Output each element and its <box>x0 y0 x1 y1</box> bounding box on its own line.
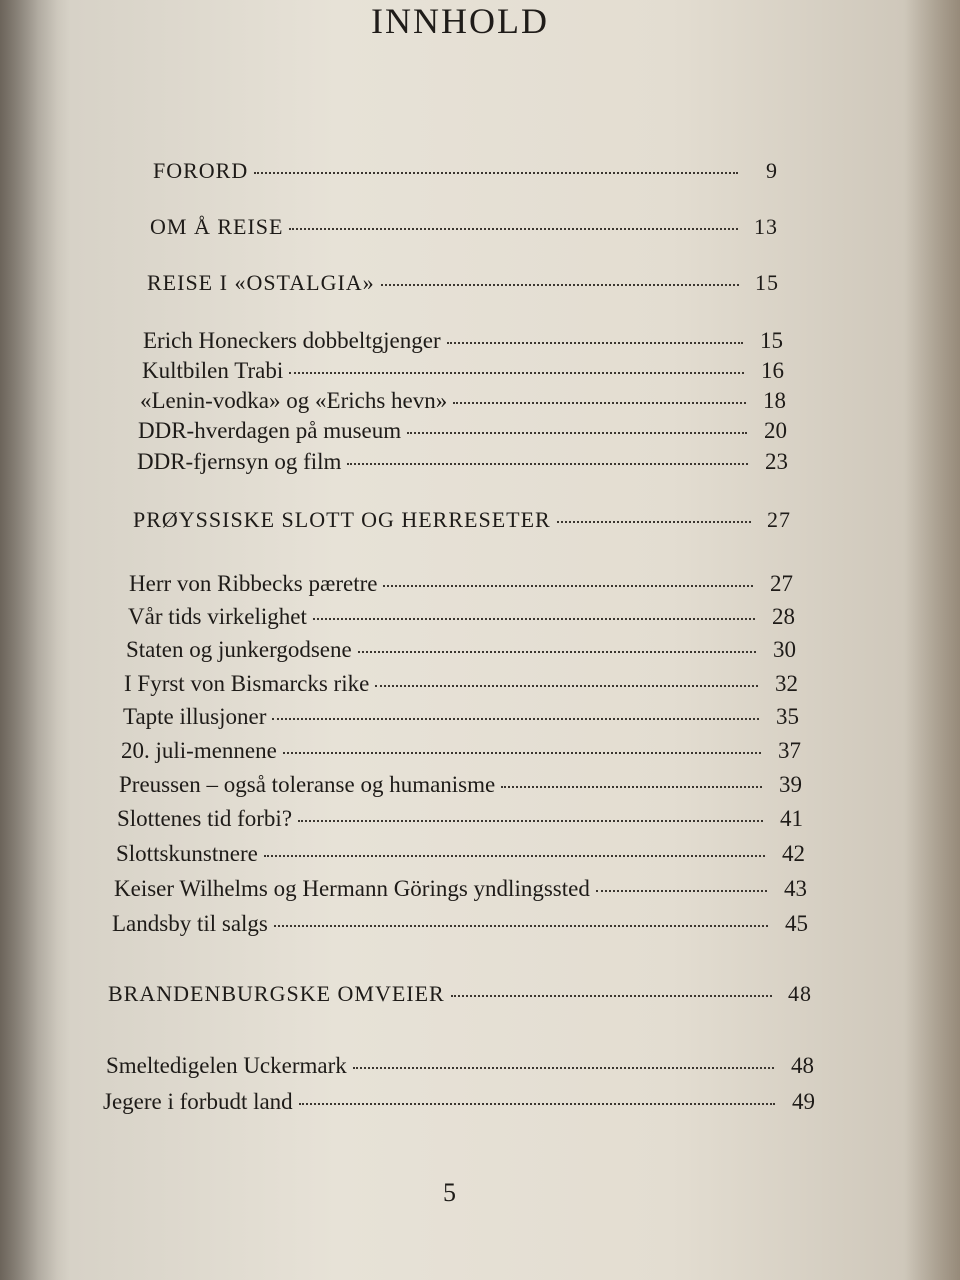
toc-entry-label: Staten og junkergodsene <box>126 637 352 662</box>
toc-entry-ddr-hverdagen <box>138 418 787 444</box>
toc-entry-page: 30 <box>773 637 796 662</box>
toc-entry-label: Slottenes tid forbi? <box>117 806 293 831</box>
toc-entry-label: Landsby til salgs <box>112 911 268 936</box>
leader-dots <box>453 402 746 404</box>
toc-entry-page: 15 <box>755 270 779 295</box>
toc-entry-ddr-fjernsyn <box>137 449 788 475</box>
leader-dots <box>381 284 739 286</box>
toc-entry-preussen <box>119 772 802 798</box>
leader-dots <box>274 925 768 927</box>
toc-entry-page: 23 <box>765 449 788 474</box>
toc-entry-page: 35 <box>776 704 799 729</box>
leader-dots <box>289 372 744 374</box>
toc-entry-label: 20. juli-mennene <box>121 738 277 763</box>
leader-dots <box>313 618 755 620</box>
toc-entry-label: Keiser Wilhelms og Hermann Görings yndlingssted <box>114 876 590 901</box>
toc-entry-page: 15 <box>760 328 783 353</box>
toc-entry-label: Smeltedigelen Uckermark <box>106 1053 347 1078</box>
toc-entry-bismarck <box>124 671 798 697</box>
toc-entry-page: 18 <box>763 388 786 413</box>
toc-entry-page: 49 <box>792 1089 815 1114</box>
toc-entry-label: PRØYSSISKE SLOTT OG HERRESETER <box>133 507 551 532</box>
toc-entry-page: 48 <box>788 981 812 1006</box>
toc-entry-label: «Lenin-vodka» og «Erichs hevn» <box>140 388 448 413</box>
toc-entry-om-a-reise <box>150 214 778 240</box>
toc-entry-label: Erich Honeckers dobbeltgjenger <box>143 328 441 353</box>
toc-entry-ribbeck <box>129 571 793 597</box>
toc-entry-page: 37 <box>778 738 801 763</box>
toc-entry-staten <box>126 637 796 663</box>
toc-entry-label: Herr von Ribbecks pæretre <box>129 571 378 596</box>
toc-entry-slottenes-tid <box>117 806 803 832</box>
leader-dots <box>347 463 748 465</box>
toc-entry-label: DDR-fjernsyn og film <box>137 449 342 474</box>
toc-entry-page: 41 <box>780 806 803 831</box>
leader-dots <box>447 342 743 344</box>
toc-entry-reise-i-ostalgia <box>147 270 779 296</box>
toc-entry-brandenburgske <box>108 981 812 1007</box>
toc-entry-label: DDR-hverdagen på museum <box>138 418 402 443</box>
toc-entry-slottskunstnere <box>116 841 805 867</box>
page-number: 5 <box>443 1178 456 1207</box>
toc-entry-20-juli <box>121 738 801 764</box>
toc-entry-keiser-wilhelm <box>114 876 807 902</box>
toc-entry-label: FORORD <box>153 158 249 183</box>
toc-entry-label: Vår tids virkelighet <box>128 604 307 629</box>
toc-entry-tapte-illusjoner <box>123 704 799 730</box>
toc-entry-label: Preussen – også toleranse og humanisme <box>119 772 496 797</box>
toc-entry-page: 27 <box>770 571 793 596</box>
leader-dots <box>283 752 761 754</box>
toc-entry-var-tids <box>128 604 795 630</box>
leader-dots <box>358 651 756 653</box>
toc-entry-page: 42 <box>782 841 805 866</box>
toc-entry-page: 45 <box>785 911 808 936</box>
toc-entry-proyssiske-slott <box>133 507 791 533</box>
leader-dots <box>375 685 758 687</box>
toc-entry-page: 27 <box>767 507 791 532</box>
toc-entry-label: BRANDENBURGSKE OMVEIER <box>108 981 445 1006</box>
toc-entry-label: Slottskunstnere <box>116 841 258 866</box>
toc-entry-label: OM Å REISE <box>150 214 284 239</box>
toc-entry-trabi <box>142 358 784 384</box>
leader-dots <box>353 1067 774 1069</box>
leader-dots <box>272 718 759 720</box>
leader-dots <box>596 890 767 892</box>
toc-entry-label: Kultbilen Trabi <box>142 358 284 383</box>
toc-entry-label: REISE I «OSTALGIA» <box>147 270 375 295</box>
leader-dots <box>407 432 747 434</box>
leader-dots <box>298 820 763 822</box>
toc-entry-label: Jegere i forbudt land <box>103 1089 293 1114</box>
leader-dots <box>383 585 753 587</box>
toc-entry-page: 16 <box>761 358 784 383</box>
toc-entry-landsby <box>112 911 808 937</box>
leader-dots <box>254 172 738 174</box>
leader-dots <box>264 855 765 857</box>
toc-entry-forord <box>153 158 778 184</box>
leader-dots <box>289 228 738 230</box>
toc-entry-honecker <box>143 328 783 354</box>
toc-entry-lenin-vodka <box>140 388 786 414</box>
leader-dots <box>557 521 751 523</box>
toc-entry-page: 20 <box>764 418 787 443</box>
toc-entry-page: 39 <box>779 772 802 797</box>
toc-entry-page: 13 <box>754 214 778 239</box>
toc-entry-page: 43 <box>784 876 807 901</box>
leader-dots <box>299 1103 775 1105</box>
toc-entry-page: 32 <box>775 671 798 696</box>
toc-entry-page: 48 <box>791 1053 814 1078</box>
toc-entry-label: I Fyrst von Bismarcks rike <box>124 671 370 696</box>
leader-dots <box>451 995 772 997</box>
toc-entry-uckermark <box>106 1053 814 1079</box>
page-title: INNHOLD <box>371 1 549 41</box>
leader-dots <box>501 786 762 788</box>
toc-entry-page: 28 <box>772 604 795 629</box>
toc-entry-label: Tapte illusjoner <box>123 704 267 729</box>
toc-entry-page: 9 <box>766 158 778 183</box>
toc-entry-jegere <box>103 1089 815 1115</box>
